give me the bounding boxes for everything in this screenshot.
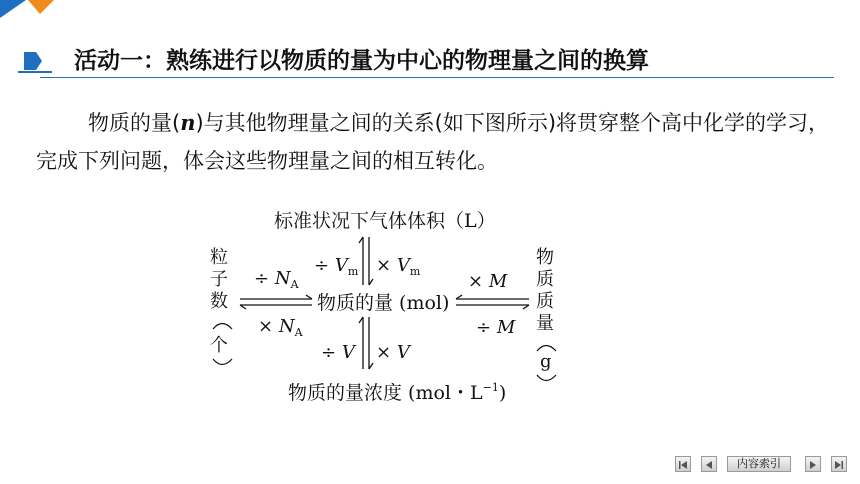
op-div-na: ÷ $N_A$ xyxy=(254,268,299,291)
right-char-4: 量 xyxy=(536,313,554,334)
prev-page-button[interactable] xyxy=(701,456,717,472)
prev-page-icon xyxy=(702,458,716,472)
right-horizontal-arrows xyxy=(456,295,529,309)
diagram-svg xyxy=(204,205,564,415)
content-index-button[interactable]: 内容索引 xyxy=(727,456,791,472)
next-page-icon xyxy=(806,458,820,472)
left-unit: 个 xyxy=(210,335,228,356)
section-title: 活动一：熟练进行以物质的量为中心的物理量之间的换算 xyxy=(74,48,649,74)
para-var-n: n xyxy=(180,110,196,135)
para-text-2: )与其他物理量之间的关系(如下图所示)将贯穿整个高中化学的学习，完成下列问题，体会这些物理量之间的相互转化。 xyxy=(36,111,830,173)
left-paren-bottom xyxy=(213,359,232,365)
op-div-v: ÷ V xyxy=(321,342,355,363)
header-underline xyxy=(40,77,834,78)
op-mul-v: × V xyxy=(376,342,410,363)
right-char-2: 质 xyxy=(536,269,554,290)
last-page-button[interactable] xyxy=(831,456,847,472)
right-paren-bottom xyxy=(537,375,556,381)
intro-paragraph xyxy=(36,104,836,180)
right-char-3: 质 xyxy=(536,291,554,312)
bottom-vertical-arrows xyxy=(359,317,373,369)
op-div-vm: ÷ $V_m$ xyxy=(314,255,359,278)
section-header xyxy=(18,44,834,78)
left-horizontal-arrows xyxy=(240,295,312,309)
op-div-m: ÷ M xyxy=(476,317,516,338)
top-vertical-arrows xyxy=(359,237,373,285)
bottom-label: 物质的量浓度 (mol・$L^{-1}$) xyxy=(288,381,507,404)
right-unit: g xyxy=(540,351,552,372)
first-page-button[interactable] xyxy=(675,456,691,472)
op-mul-vm: × $V_m$ xyxy=(376,255,421,278)
para-text-1: 物质的量( xyxy=(88,111,181,135)
right-char-1: 物 xyxy=(536,247,554,268)
left-char-2: 子 xyxy=(210,269,228,290)
op-mul-na: × $N_A$ xyxy=(258,316,303,339)
center-label: 物质的量 (mol) xyxy=(317,292,450,314)
top-label: 标准状况下气体体积（L） xyxy=(274,210,496,232)
op-mul-m: × M xyxy=(468,271,508,292)
section-marker-icon xyxy=(18,48,52,74)
quantity-relation-diagram xyxy=(204,205,564,415)
next-page-button[interactable] xyxy=(805,456,821,472)
left-paren-top xyxy=(213,324,232,330)
corner-decoration xyxy=(0,0,60,26)
left-char-3: 数 xyxy=(210,291,228,312)
first-page-icon xyxy=(676,458,690,472)
last-page-icon xyxy=(832,458,846,472)
left-char-1: 粒 xyxy=(210,247,228,268)
